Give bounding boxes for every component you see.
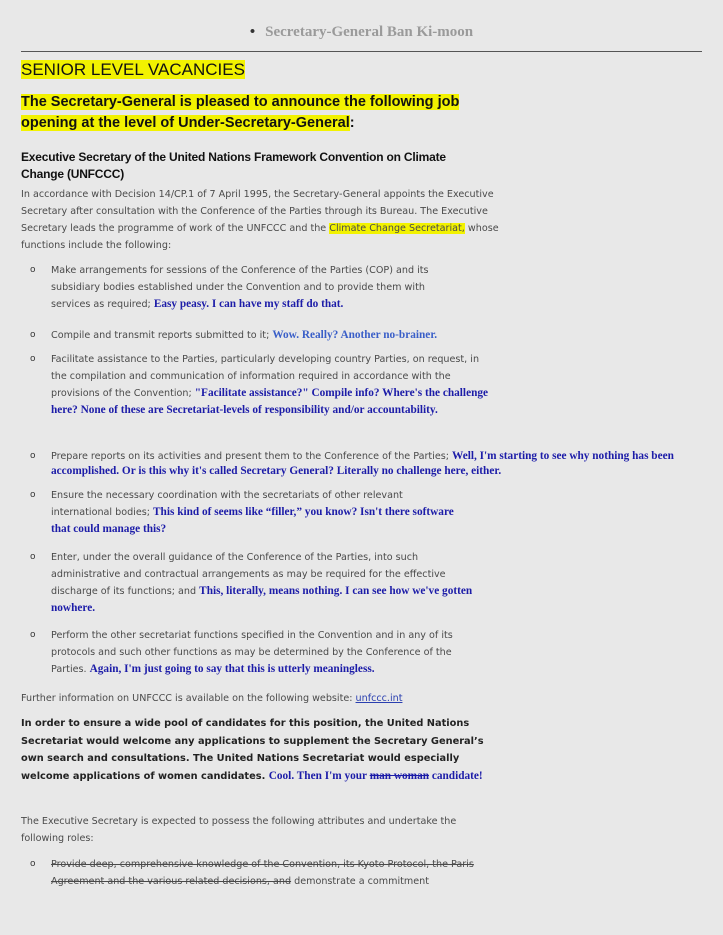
header-title: Secretary-General Ban Ki-moon: [265, 24, 474, 40]
highlighted-text: Climate Change Secretariat,: [329, 223, 465, 234]
annotation: Again, I'm just going to say that this is utterly meaningless.: [89, 663, 375, 675]
function-item: o Ensure the necessary coordination with the secretariats of other relevant international bodies; This kind of seems like “filler,” you know? Isn't there software that could manage this?: [30, 490, 454, 535]
candidates-paragraph: In order to ensure a wide pool of candidates for this position, the United Nations Secretariat would welcome any applications to supplement the Secretary General’s own search and consultations. The United Nations Secretariat would especially welcome applications of women candidates. Cool. Then I'm your man woman candidate!: [21, 718, 484, 782]
annotation: Wow. Really? Another no-brainer.: [272, 329, 438, 341]
attribute-item: o Provide deep, comprehensive knowledge of the Convention, its Kyoto Protocol, the Paris Agreement and the various related decisions, and demonstrate a commitment: [30, 859, 474, 887]
struck-text: man woman: [369, 769, 430, 782]
announcement: The Secretary-General is pleased to announce the following job opening at the level of Under-Secretary-General:: [21, 94, 460, 131]
annotation: Easy peasy. I can have my staff do that.: [153, 298, 344, 310]
annotation: This, literally, means nothing. I can see how we've gotten nowhere.: [51, 585, 473, 614]
section-title: SENIOR LEVEL VACANCIES: [21, 60, 245, 79]
header-divider: [21, 51, 702, 52]
annotation: This kind of seems like “filler,” you know? Isn't there software that could manage this?: [51, 506, 454, 535]
attributes-intro: The Executive Secretary is expected to possess the following attributes and undertake the following roles:: [21, 816, 457, 844]
function-item: o Make arrangements for sessions of the Conference of the Parties (COP) and its subsidiary bodies established under the Convention and to provide them with services as required; Easy peasy. I can have my staff do that.: [30, 265, 429, 310]
further-info: Further information on UNFCCC is available on the following website: unfccc.int: [21, 693, 403, 704]
function-item: o Prepare reports on its activities and present them to the Conference of the Parties; Well, I'm starting to see why nothing has been accomplished. Or is this why it's called Secretary General? Literally no challenge here, either.: [30, 450, 674, 477]
annotation: "Facilitate assistance?" Compile info? Where's the challenge here? None of these are Secretariat-levels of responsibility and/or accountability.: [51, 387, 489, 416]
intro-paragraph: In accordance with Decision 14/CP.1 of 7 April 1995, the Secretary-General appoints the Executive Secretary after consultation with the Conference of the Parties through its Bureau. The Executive Secretary leads the programme of work of the UNFCCC and the Climate Change Secretariat, whose functions include the following:: [21, 189, 499, 251]
function-item: o Facilitate assistance to the Parties, particularly developing country Parties, on request, in the compilation and communication of information required in accordance with the provisions of the Convention; "Facilitate assistance?" Compile info? Where's the challenge here? None of these are Secretariat-levels of responsibility and/or accountability.: [30, 354, 489, 416]
function-item: o Compile and transmit reports submitted to it; Wow. Really? Another no-brainer.: [30, 329, 438, 341]
struck-text: Provide deep, comprehensive knowledge of the Convention, its Kyoto Protocol, the Paris Agreement and the various related decisions, and: [51, 859, 474, 887]
unfccc-link[interactable]: unfccc.int: [355, 693, 403, 704]
function-item: o Enter, under the overall guidance of the Conference of the Parties, into such administrative and contractual arrangements as may be required for the effective discharge of its functions; and This, literally, means nothing. I can see how we've gotten nowhere.: [30, 552, 473, 614]
function-item: o Perform the other secretariat functions specified in the Convention and in any of its protocols and such other functions as may be determined by the Conference of the Parties. Again, I'm just going to say that this is utterly meaningless.: [30, 630, 453, 675]
announcement-text: The Secretary-General is pleased to announce the following job opening at the level of Under-Secretary-General: [21, 94, 460, 131]
bullet-icon: •: [249, 24, 256, 40]
job-title: Executive Secretary of the United Nations Framework Convention on Climate Change (UNFCCC): [21, 150, 446, 181]
page-header: [0, 24, 723, 41]
annotation: Well, I'm starting to see why nothing has been accomplished. Or is this why it's called Secretary General? Literally no challenge here, either.: [51, 450, 674, 477]
